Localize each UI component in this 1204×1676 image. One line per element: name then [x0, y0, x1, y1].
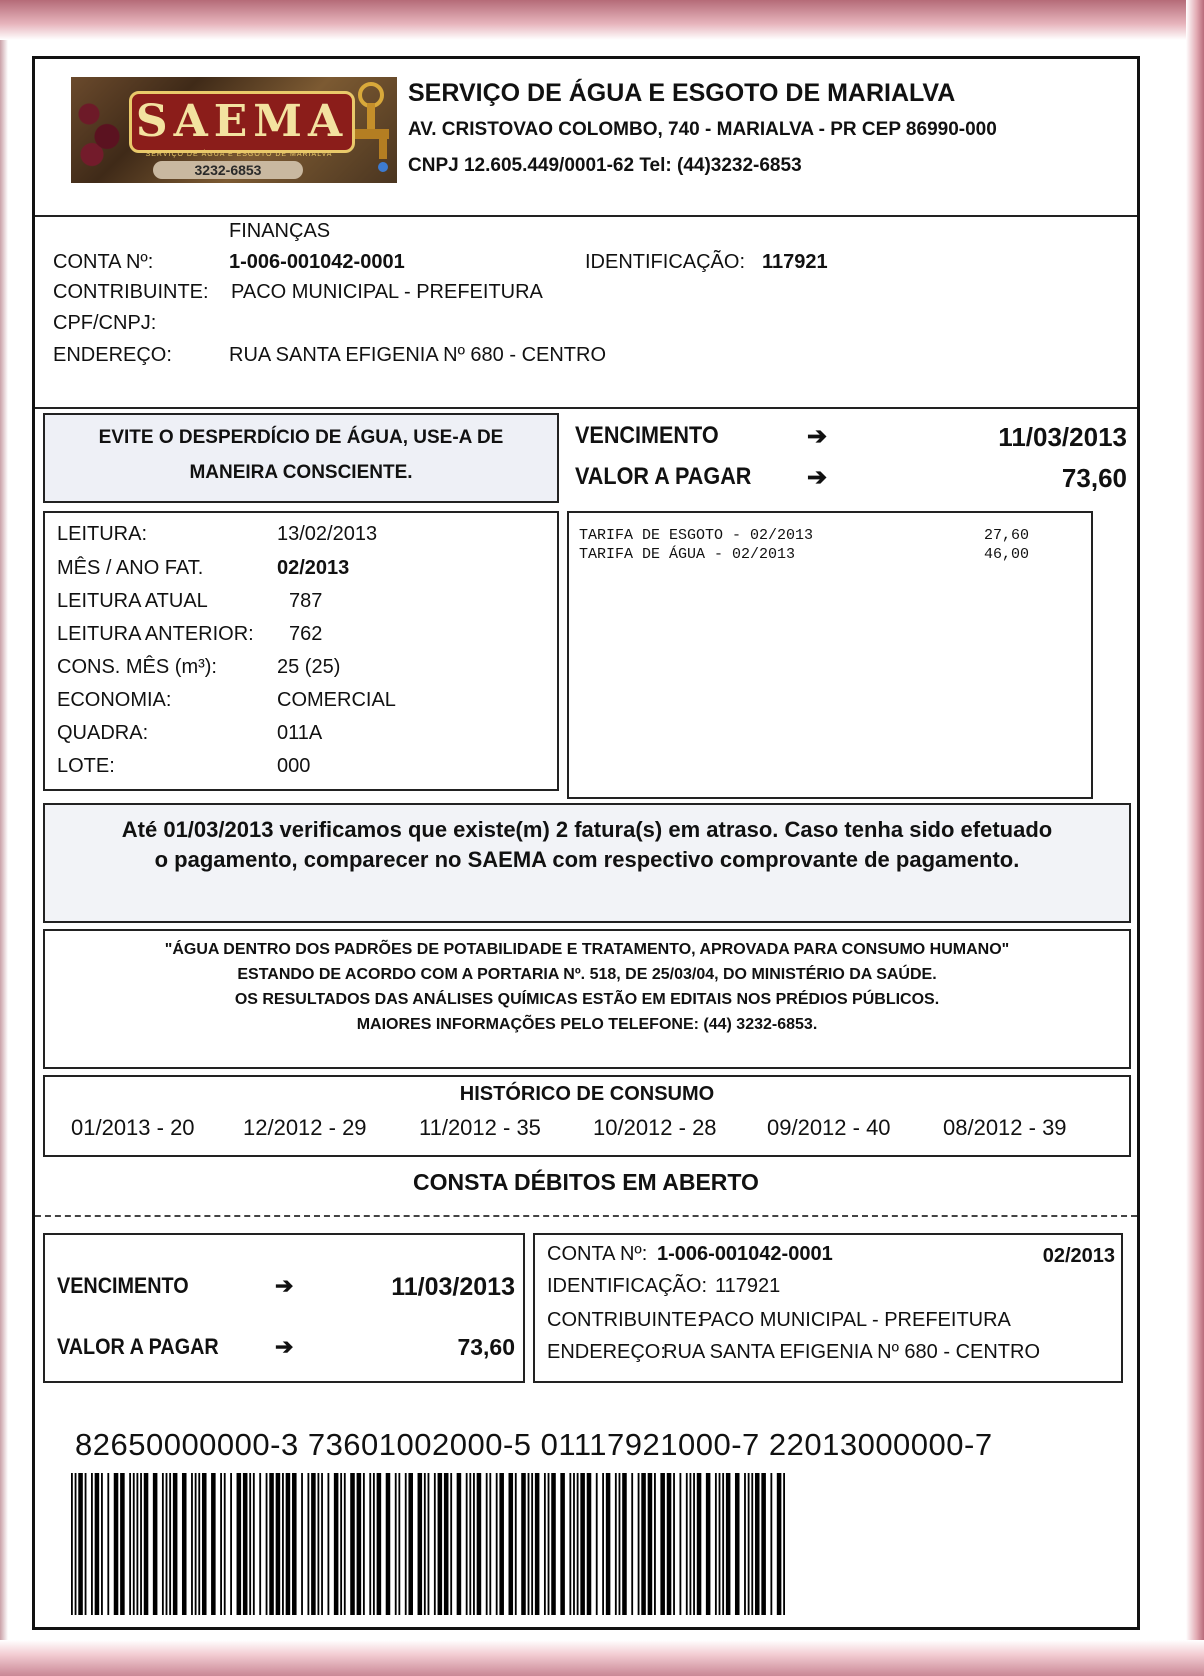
reading-value: 787	[289, 590, 323, 612]
barcode-bar	[515, 1473, 517, 1615]
charge-description: TARIFA DE ÁGUA - 02/2013	[579, 546, 796, 563]
charges-list	[567, 511, 1093, 799]
barcode-bar	[521, 1473, 526, 1615]
org-address: AV. CRISTOVAO COLOMBO, 740 - MARIALVA - PR CEP 86990-000	[408, 119, 997, 140]
barcode-bar	[276, 1473, 281, 1615]
barcode-bar	[259, 1473, 261, 1615]
barcode-bar	[408, 1473, 413, 1615]
barcode-bar	[535, 1473, 540, 1615]
page-edge-right	[1186, 0, 1204, 1676]
barcode-bar	[473, 1473, 475, 1615]
barcode-bar	[544, 1473, 546, 1615]
quality-line-3: OS RESULTADOS DAS ANÁLISES QUÍMICAS ESTÃO EM EDITAIS NOS PRÉDIOS PÚBLICOS.	[234, 991, 940, 1008]
barcode-bar	[153, 1473, 158, 1615]
reading-label: LEITURA ATUAL	[57, 590, 208, 612]
conservation-line-1: EVITE O DESPERDÍCIO DE ÁGUA, USE-A DE	[98, 427, 504, 448]
vencimento-label: VENCIMENTO	[575, 422, 719, 449]
barcode-bar	[438, 1473, 443, 1615]
barcode-bar	[162, 1473, 164, 1615]
barcode-bar	[548, 1473, 550, 1615]
reading-label: ECONOMIA:	[57, 689, 172, 711]
reading-label: QUADRA:	[57, 722, 149, 744]
saema-logo	[71, 77, 397, 183]
barcode-bar	[761, 1473, 766, 1615]
barcode-bar	[91, 1473, 93, 1615]
reading-value: COMERCIAL	[277, 689, 396, 711]
stub-contribuinte-label: CONTRIBUINTE:	[547, 1309, 703, 1331]
barcode-bar	[486, 1473, 488, 1615]
water-bill-document	[32, 56, 1140, 1630]
barcode-bar	[195, 1473, 197, 1615]
barcode-bar	[386, 1473, 391, 1615]
barcode-bar	[715, 1473, 717, 1615]
barcode-bar	[615, 1473, 617, 1615]
stub-valor-label: VALOR A PAGAR	[57, 1334, 219, 1359]
barcode-bar	[477, 1473, 482, 1615]
barcode-bar	[466, 1473, 468, 1615]
reading-value: 000	[277, 755, 311, 777]
barcode-bar	[755, 1473, 760, 1615]
barcode-bar	[363, 1473, 365, 1615]
stub-period: 02/2013	[1042, 1245, 1115, 1267]
cut-line	[35, 1215, 1137, 1217]
charge-description: TARIFA DE ESGOTO - 02/2013	[579, 527, 814, 544]
barcode-bar	[107, 1473, 109, 1615]
org-name: SERVIÇO DE ÁGUA E ESGOTO DE MARIALVA	[408, 79, 956, 107]
barcode-bar	[428, 1473, 430, 1615]
barcode-bar	[577, 1473, 579, 1615]
stub-endereco-value: RUA SANTA EFIGENIA Nº 680 - CENTRO	[663, 1341, 1041, 1363]
logo-phone: 3232-6853	[153, 161, 303, 179]
arrow-icon: ➔	[807, 423, 828, 450]
barcode-bar	[191, 1473, 193, 1615]
barcode-bar	[587, 1473, 592, 1615]
barcode-bar	[748, 1473, 750, 1615]
stub-contribuinte-value: PACO MUNICIPAL - PREFEITURA	[699, 1309, 1011, 1331]
stub-valor-value: 73,60	[457, 1334, 515, 1360]
barcode-bar	[136, 1473, 138, 1615]
page-edge-top	[0, 0, 1204, 40]
barcode-bar	[719, 1473, 721, 1615]
barcode-bar	[211, 1473, 216, 1615]
barcode-bar	[777, 1473, 782, 1615]
barcode-bar	[269, 1473, 274, 1615]
identificacao-value: 117921	[762, 251, 828, 273]
stub-vencimento-label: VENCIMENTO	[57, 1273, 189, 1298]
barcode-bar	[569, 1473, 571, 1615]
barcode-bar	[307, 1473, 309, 1615]
reading-value: 25 (25)	[277, 656, 341, 678]
barcode-bar	[140, 1473, 142, 1615]
faucet-icon	[349, 81, 393, 177]
water-quality-notice	[43, 929, 1131, 1069]
barcode-bar	[129, 1473, 131, 1615]
consumption-history	[43, 1075, 1131, 1157]
barcode-bar	[697, 1473, 702, 1615]
barcode-bar	[144, 1473, 149, 1615]
barcode-bar	[489, 1473, 491, 1615]
barcode-bar	[334, 1473, 339, 1615]
contribuinte-value: PACO MUNICIPAL - PREFEITURA	[231, 281, 543, 303]
barcode-bar	[606, 1473, 611, 1615]
barcode-bar	[133, 1473, 135, 1615]
barcode-bar	[71, 1473, 73, 1615]
barcode-bar	[679, 1473, 681, 1615]
barcode-bar	[169, 1473, 171, 1615]
charge-value: 46,00	[983, 546, 1029, 563]
stub-identificacao-label: IDENTIFICAÇÃO:	[547, 1275, 708, 1297]
reading-label: LOTE:	[57, 755, 115, 777]
barcode-bar	[686, 1473, 688, 1615]
conservation-line-2: MANEIRA CONSCIENTE.	[189, 462, 413, 483]
department-label: FINANÇAS	[229, 220, 331, 242]
barcode-bar	[357, 1473, 362, 1615]
grapes-icon	[71, 87, 131, 177]
logo-subtitle: SERVIÇO DE ÁGUA E ESGOTO DE MARIALVA	[145, 151, 333, 158]
barcode-bar	[202, 1473, 207, 1615]
history-item: 11/2012 - 35	[419, 1115, 541, 1140]
barcode-bar	[120, 1473, 125, 1615]
barcode-bar	[301, 1473, 303, 1615]
overdue-line-2: o pagamento, comparecer no SAEMA com respectivo comprovante de pagamento.	[154, 847, 1020, 872]
barcode-bar	[243, 1473, 248, 1615]
barcode-bar	[638, 1473, 640, 1615]
barcode-bar	[660, 1473, 665, 1615]
arrow-icon: ➔	[275, 1273, 294, 1298]
stub-due-box	[43, 1233, 525, 1383]
barcode-bar	[344, 1473, 346, 1615]
barcode-bar	[560, 1473, 565, 1615]
barcode-bar	[350, 1473, 355, 1615]
stub-vencimento-value: 11/03/2013	[391, 1273, 515, 1301]
barcode-bar	[395, 1473, 397, 1615]
barcode-bar	[405, 1473, 407, 1615]
endereco-value: RUA SANTA EFIGENIA Nº 680 - CENTRO	[229, 344, 607, 366]
barcode-bar	[496, 1473, 498, 1615]
barcode-bar	[602, 1473, 604, 1615]
vencimento-value: 11/03/2013	[998, 422, 1127, 452]
barcode-bar	[528, 1473, 530, 1615]
barcode-bar	[434, 1473, 436, 1615]
barcode-bar	[450, 1473, 452, 1615]
reading-label: CONS. MÊS (m³):	[57, 656, 217, 678]
history-item: 09/2012 - 40	[767, 1115, 891, 1140]
barcode-bar	[596, 1473, 598, 1615]
org-cnpj-tel: CNPJ 12.605.449/0001-62 Tel: (44)3232-6853	[408, 155, 802, 176]
barcode-bar	[327, 1473, 329, 1615]
barcode-bar	[573, 1473, 575, 1615]
barcode-bar	[706, 1473, 711, 1615]
barcode-bar	[770, 1473, 772, 1615]
stub-conta-value: 1-006-001042-0001	[657, 1243, 833, 1265]
barcode	[71, 1473, 785, 1615]
charge-value: 27,60	[983, 527, 1029, 544]
barcode-bar	[220, 1473, 222, 1615]
barcode-bar	[173, 1473, 178, 1615]
stub-account-box	[533, 1233, 1123, 1383]
conta-value: 1-006-001042-0001	[229, 251, 405, 273]
reading-value: 762	[289, 623, 323, 645]
barcode-bar	[249, 1473, 251, 1615]
barcode-bar	[321, 1473, 323, 1615]
valor-value: 73,60	[1061, 463, 1127, 493]
page-edge-bottom	[0, 1640, 1204, 1676]
quality-line-2: ESTANDO DE ACORDO COM A PORTARIA Nº. 518, DE 25/03/04, DO MINISTÉRIO DA SAÚDE.	[237, 966, 937, 983]
conservation-notice	[43, 413, 559, 503]
quality-line-1: "ÁGUA DENTRO DOS PADRÕES DE POTABILIDADE E TRATAMENTO, APROVADA PARA CONSUMO HUMANO"	[164, 941, 1010, 958]
barcode-bar	[457, 1473, 462, 1615]
barcode-bar	[373, 1473, 375, 1615]
reading-value: 13/02/2013	[277, 523, 378, 545]
barcode-bar	[469, 1473, 471, 1615]
barcode-bar	[744, 1473, 746, 1615]
barcode-bar	[531, 1473, 533, 1615]
barcode-bar	[253, 1473, 255, 1615]
barcode-bar	[444, 1473, 449, 1615]
barcode-bar	[580, 1473, 585, 1615]
endereco-label: ENDEREÇO:	[53, 344, 172, 366]
barcode-bar	[101, 1473, 103, 1615]
arrow-icon: ➔	[275, 1334, 294, 1359]
barcode-bar	[166, 1473, 168, 1615]
debt-notice: CONSTA DÉBITOS EM ABERTO	[413, 1169, 759, 1195]
barcode-bar	[509, 1473, 514, 1615]
barcode-bar	[114, 1473, 119, 1615]
barcode-bar	[85, 1473, 87, 1615]
history-item: 01/2013 - 20	[71, 1115, 195, 1140]
quality-line-4: MAIORES INFORMAÇÕES PELO TELEFONE: (44) 3232-6853.	[356, 1016, 818, 1033]
barcode-bar	[230, 1473, 232, 1615]
barcode-bar	[722, 1473, 724, 1615]
barcode-bar	[224, 1473, 226, 1615]
reading-label: LEITURA:	[57, 523, 148, 545]
reading-label: MÊS / ANO FAT.	[57, 557, 204, 579]
barcode-bar	[619, 1473, 621, 1615]
barcode-bar	[641, 1473, 646, 1615]
history-title: HISTÓRICO DE CONSUMO	[459, 1083, 715, 1105]
barcode-bar	[182, 1473, 187, 1615]
barcode-bar	[317, 1473, 319, 1615]
barcode-bar	[726, 1473, 731, 1615]
barcode-bar	[783, 1473, 785, 1615]
barcode-bar	[424, 1473, 426, 1615]
arrow-icon: ➔	[807, 464, 828, 491]
barcode-bar	[75, 1473, 77, 1615]
barcode-bar	[622, 1473, 627, 1615]
page-edge-left	[0, 0, 8, 1676]
divider	[35, 407, 1137, 409]
identificacao-label: IDENTIFICAÇÃO:	[585, 251, 746, 273]
barcode-bar	[286, 1473, 291, 1615]
barcode-bar	[369, 1473, 371, 1615]
barcode-bar	[631, 1473, 633, 1615]
overdue-notice	[43, 803, 1131, 923]
stub-conta-label: CONTA Nº:	[547, 1243, 648, 1265]
barcode-bar	[751, 1473, 753, 1615]
stub-identificacao-value: 117921	[715, 1275, 781, 1297]
barcode-bar	[377, 1473, 382, 1615]
reading-value: 011A	[277, 722, 323, 744]
barcode-bar	[198, 1473, 200, 1615]
barcode-bar	[690, 1473, 692, 1615]
barcode-bar	[673, 1473, 675, 1615]
divider	[35, 215, 1137, 217]
history-item: 12/2012 - 29	[243, 1115, 367, 1140]
barcode-bar	[340, 1473, 342, 1615]
contribuinte-label: CONTRIBUINTE:	[53, 281, 209, 303]
barcode-bar	[654, 1473, 656, 1615]
barcode-bar	[266, 1473, 268, 1615]
history-item: 08/2012 - 39	[943, 1115, 1067, 1140]
barcode-bar	[311, 1473, 316, 1615]
barcode-digits: 82650000000-3 73601002000-5 01117921000-7 22013000000-7	[75, 1427, 993, 1462]
barcode-bar	[282, 1473, 284, 1615]
barcode-bar	[551, 1473, 556, 1615]
overdue-line-1: Até 01/03/2013 verificamos que existe(m) 2 fatura(s) em atraso. Caso tenha sido efetuado	[121, 817, 1053, 842]
barcode-bar	[292, 1473, 297, 1615]
barcode-bar	[499, 1473, 504, 1615]
barcode-bar	[78, 1473, 83, 1615]
reading-label: LEITURA ANTERIOR:	[57, 623, 254, 645]
conta-label: CONTA Nº:	[53, 251, 154, 273]
valor-label: VALOR A PAGAR	[575, 463, 752, 490]
barcode-bar	[667, 1473, 672, 1615]
barcode-bar	[398, 1473, 400, 1615]
logo-wordmark: SAEMA	[129, 91, 355, 153]
barcode-bar	[735, 1473, 740, 1615]
reading-value: 02/2013	[277, 557, 350, 579]
barcode-bar	[237, 1473, 242, 1615]
reading-details	[43, 511, 559, 791]
barcode-bar	[418, 1473, 423, 1615]
stub-endereco-label: ENDEREÇO:	[547, 1341, 666, 1363]
barcode-bar	[693, 1473, 695, 1615]
barcode-bar	[648, 1473, 653, 1615]
barcode-bar	[95, 1473, 100, 1615]
history-item: 10/2012 - 28	[593, 1115, 717, 1140]
cpf-cnpj-label: CPF/CNPJ:	[53, 312, 157, 334]
